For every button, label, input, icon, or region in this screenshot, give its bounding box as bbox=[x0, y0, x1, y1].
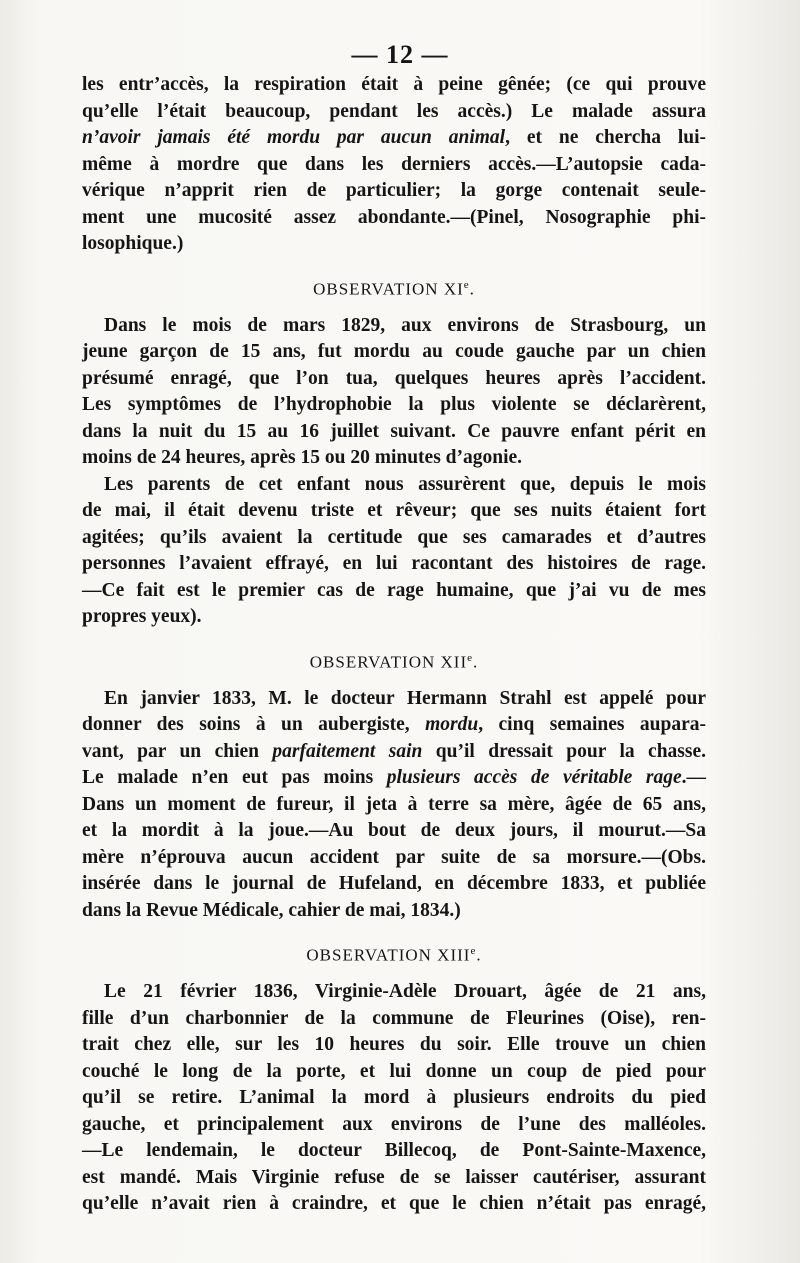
paragraph-continuation bbox=[82, 72, 706, 258]
observation-xi-paragraph-2 bbox=[82, 472, 706, 631]
text-line: moins de 24 heures, après 15 ou 20 minutes d’agonie. bbox=[82, 447, 523, 469]
text-line: vérique n’apprit rien de particulier; la gorge contenait seule- bbox=[82, 180, 706, 201]
heading-superscript: e bbox=[470, 945, 477, 958]
text-line: et la mordit à la joue.—Au bout de deux jours, il mourut.—Sa bbox=[82, 820, 706, 842]
text-line: Dans le mois de mars 1829, aux environs de Strasbourg, un bbox=[104, 314, 706, 336]
text-line: agitées; qu’ils avaient la certitude que ses camarades et d’autres bbox=[82, 526, 706, 548]
italic-text: n’avoir jamais été mordu par aucun animal bbox=[82, 127, 506, 148]
text-line: qu’elle l’était beaucoup, pendant les accès.) Le malade assura bbox=[82, 100, 706, 122]
text-line: qu’elle n’avait rien à craindre, et que le chien n’était pas enragé, bbox=[82, 1193, 706, 1215]
text-line: de mai, il était devenu triste et rêveur; que ses nuits étaient fort bbox=[82, 500, 706, 522]
text-line: qu’il se retire. L’animal la mord à plusieurs endroits du pied bbox=[82, 1087, 706, 1109]
text-line: même à mordre que dans les derniers accès.—L’autopsie cada- bbox=[82, 153, 706, 175]
heading-text: OBSERVATION XII bbox=[309, 652, 468, 672]
text-line: insérée dans le journal de Hufeland, en décembre 1833, et publiée bbox=[82, 873, 706, 895]
text-line: trait chez elle, sur les 10 heures du soir. Elle trouve un chien bbox=[82, 1034, 706, 1056]
text-run: donner des soins à un aubergiste, bbox=[82, 714, 426, 736]
observation-xiii-paragraph bbox=[82, 979, 706, 1218]
heading-end: . bbox=[469, 279, 475, 299]
italic-text: parfaitement sain bbox=[272, 740, 423, 762]
text-line: fille d’un charbonnier de la commune de Fleurines (Oise), ren- bbox=[82, 1007, 706, 1029]
text-line: présumé enragé, que l’on tua, quelques heures après l’accident. bbox=[82, 367, 706, 389]
text-line: Le 21 février 1836, Virginie-Adèle Drouart, âgée de 21 ans, bbox=[104, 981, 706, 1003]
observation-heading-xi bbox=[82, 272, 706, 303]
text-line: Dans un moment de fureur, il jeta à terre sa mère, âgée de 65 ans, bbox=[82, 793, 706, 815]
text-line: est mandé. Mais Virginie refuse de se laisser cautériser, assurant bbox=[82, 1166, 706, 1188]
heading-text: OBSERVATION XI bbox=[313, 279, 464, 299]
text-line: ment une mucosité assez abondante.—(Pinel, Nosographie phi- bbox=[82, 206, 706, 228]
observation-heading-xii bbox=[82, 645, 706, 676]
text-run: vant, par un chien bbox=[82, 740, 273, 762]
text-line: gauche, et principalement aux environs de l’une des malléoles. bbox=[82, 1113, 706, 1135]
text-run: qu’il dressait pour la chasse. bbox=[422, 740, 706, 762]
text-line bbox=[82, 712, 706, 739]
heading-end: . bbox=[473, 652, 479, 672]
text-line: En janvier 1833, M. le docteur Hermann Strahl est appelé pour bbox=[104, 687, 706, 709]
text-line: les entr’accès, la respiration était à peine gênée; (ce qui prouve bbox=[82, 74, 706, 95]
observation-heading-xiii bbox=[82, 938, 706, 969]
italic-text: mordu bbox=[425, 714, 479, 736]
text-line: dans la nuit du 15 au 16 juillet suivant. Ce pauvre enfant périt en bbox=[82, 420, 706, 442]
text-line: propres yeux). bbox=[82, 606, 202, 628]
observation-xi-paragraph-1 bbox=[82, 313, 706, 472]
text-run: Le malade n’en eut pas moins bbox=[82, 767, 387, 789]
heading-superscript: e bbox=[463, 278, 470, 291]
text-run: , cinq semaines aupara- bbox=[478, 714, 706, 736]
text-line: —Le lendemain, le docteur Billecoq, de Pont-Sainte-Maxence, bbox=[82, 1140, 706, 1162]
page-number: — 12 — bbox=[351, 40, 449, 69]
text-line: jeune garçon de 15 ans, fut mordu au coude gauche par un chien bbox=[82, 341, 706, 363]
italic-text: plusieurs accès de véritable rage bbox=[386, 767, 682, 789]
text-line: Les symptômes de l’hydrophobie la plus violente se déclarèrent, bbox=[82, 394, 706, 416]
text-line: —Ce fait est le premier cas de rage humaine, que j’ai vu de mes bbox=[82, 579, 706, 601]
text-line bbox=[82, 765, 706, 792]
text-run: .— bbox=[681, 767, 706, 789]
text-line: dans la Revue Médicale, cahier de mai, 1834.) bbox=[82, 899, 461, 921]
heading-superscript: e bbox=[467, 651, 473, 664]
text-line: mère n’éprouva aucun accident par suite de sa morsure.—(Obs. bbox=[82, 846, 706, 868]
heading-end: . bbox=[476, 945, 482, 965]
text-run: , et ne chercha lui- bbox=[505, 127, 706, 148]
text-line: couché le long de la porte, et lui donne un coup de pied pour bbox=[82, 1060, 706, 1082]
heading-text: OBSERVATION XIII bbox=[306, 945, 471, 965]
text-line bbox=[82, 125, 706, 152]
text-line: losophique.) bbox=[82, 233, 184, 254]
text-line: personnes l’avaient effrayé, en lui racontant des histoires de rage. bbox=[82, 553, 706, 575]
text-line bbox=[82, 739, 706, 766]
observation-xii-paragraph bbox=[82, 686, 706, 925]
page-body bbox=[82, 72, 706, 1218]
text-line: Les parents de cet enfant nous assurèrent que, depuis le mois bbox=[104, 473, 706, 495]
